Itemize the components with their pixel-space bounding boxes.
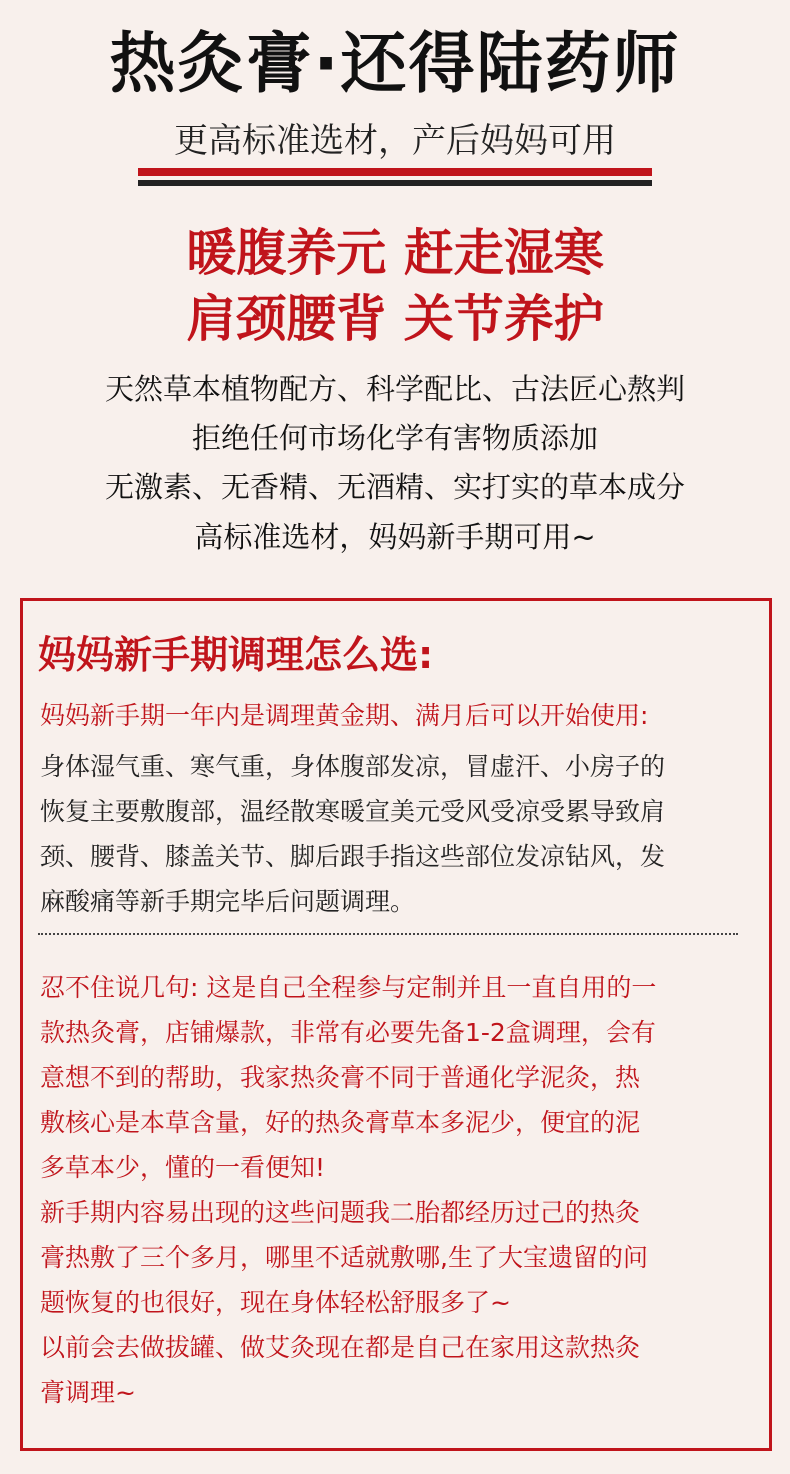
box-body-line: 麻酸痛等新手期完毕后问题调理。 bbox=[40, 887, 416, 916]
box-note-line: 题恢复的也很好，现在身体轻松舒服多了~ bbox=[40, 1288, 511, 1317]
box-note-line: 敷核心是本草含量，好的热灸膏草本多泥少，便宜的泥 bbox=[40, 1108, 641, 1137]
page-title: 热灸膏·还得陆药师 bbox=[109, 25, 681, 102]
box-body-line: 颈、腰背、膝盖关节、脚后跟手指这些部位发凉钻风，发 bbox=[40, 842, 666, 871]
box-note-line: 新手期内容易出现的这些问题我二胎都经历过己的热灸 bbox=[40, 1198, 641, 1227]
box-lead: 妈妈新手期一年内是调理黄金期、满月后可以开始使用: bbox=[40, 701, 649, 730]
box-note-line: 意想不到的帮助，我家热灸膏不同于普通化学泥灸，热 bbox=[40, 1063, 641, 1092]
box-body-line: 恢复主要敷腹部，温经散寒暖宣美元受风受凉受累导致肩 bbox=[40, 797, 666, 826]
dotted-divider bbox=[38, 933, 738, 935]
intro-line: 无激素、无香精、无酒精、实打实的草本成分 bbox=[104, 470, 685, 504]
intro-line: 天然草本植物配方、科学配比、古法匠心熬判 bbox=[104, 372, 685, 406]
title-underline-red bbox=[138, 168, 652, 176]
box-note-line: 膏热敷了三个多月，哪里不适就敷哪,生了大宝遗留的问 bbox=[40, 1243, 648, 1272]
box-title: 妈妈新手期调理怎么选: bbox=[38, 633, 434, 677]
box-body-line: 身体湿气重、寒气重，身体腹部发凉，冒虚汗、小房子的 bbox=[40, 752, 666, 781]
box-note-line: 忍不住说几句: 这是自己全程参与定制并且一直自用的一 bbox=[40, 973, 657, 1002]
title-underline-dark bbox=[138, 180, 652, 186]
box-note-line: 多草本少，懂的一看便知! bbox=[40, 1153, 326, 1182]
box-note-line: 款热灸膏，店铺爆款，非常有必要先备1-2盒调理，会有 bbox=[40, 1018, 656, 1047]
headline-2: 肩颈腰背 关节养护 bbox=[186, 290, 604, 348]
page-subtitle: 更高标准选材，产后妈妈可用 bbox=[174, 121, 616, 161]
box-note-line: 以前会去做拔罐、做艾灸现在都是自己在家用这款热灸 bbox=[40, 1333, 641, 1362]
headline-1: 暖腹养元 赶走湿寒 bbox=[186, 224, 604, 282]
box-note-line: 膏调理~ bbox=[40, 1378, 136, 1407]
intro-line: 拒绝任何市场化学有害物质添加 bbox=[191, 421, 598, 455]
intro-line: 高标准选材，妈妈新手期可用~ bbox=[194, 520, 596, 554]
